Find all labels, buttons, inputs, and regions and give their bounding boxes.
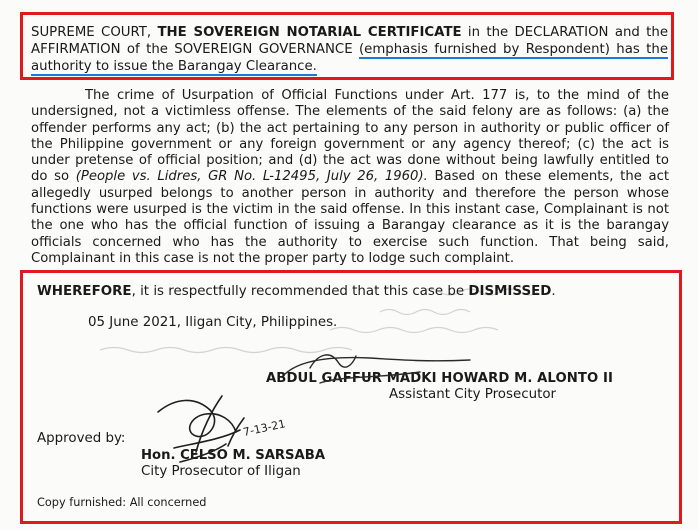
body-paragraph bbox=[31, 88, 669, 267]
underlined-emphasis: (emphasis furnished by Respondent) has the authority to issue the Barangay Clearance. bbox=[31, 42, 669, 74]
body-text-part-1: The crime of Usurpation of Official Functions under Art. 177 is, to the mind of the undersigned, not a victimless offense. The elements of the said felony are as follows: (a) the offender performs any act; (b) the act pertaining to any person in authority or public officer of the Philippine government or any foreign government or any agency thereof; (c) the act is under pretense of official position; and (d) the act was done without being lawfully entitled to do so bbox=[31, 88, 669, 185]
highlighted-paragraph bbox=[31, 24, 668, 75]
signature-date: 7-13-21 bbox=[241, 417, 287, 439]
body-text-part-2: Based on these elements, the act allegedly usurped belongs to another person in authority and therefore the person whose functions were usurped is the victim in the said offense. In this instant case, Complainant is not the one who has the official function of issuing a Barangay clearance as it is the barangay officials concerned who has the authority to exercise such function. That being said, Complainant in this case is not the proper party to lodge such complaint. bbox=[31, 169, 670, 266]
case-citation: (People vs. Lidres, GR No. L-12495, July 26, 1960). bbox=[75, 169, 428, 185]
approved-by-label: Approved by: bbox=[37, 431, 126, 446]
city-prosecutor-name: Hon. CELSO M. SARSABA bbox=[141, 448, 326, 463]
prosecutor-name: ABDUL GAFFUR MADKI HOWARD M. ALONTO II bbox=[266, 371, 614, 386]
text-supreme-court: SUPREME COURT, bbox=[31, 25, 158, 40]
wherefore-clause bbox=[37, 283, 657, 300]
text-declaration: in the DECLARATION and the AFFIRMATION of the SOVEREIGN GOVERNANCE bbox=[31, 25, 668, 57]
city-prosecutor-title: City Prosecutor of Iligan bbox=[141, 464, 301, 479]
prosecutor-title: Assistant City Prosecutor bbox=[389, 387, 557, 402]
dismissed-word: DISMISSED bbox=[468, 284, 552, 299]
text-notarial-certificate: THE SOVEREIGN NOTARIAL CERTIFICATE bbox=[157, 25, 462, 40]
highlight-box-bottom bbox=[20, 270, 682, 524]
wherefore-lead: WHEREFORE bbox=[37, 284, 132, 299]
wherefore-end: . bbox=[551, 284, 556, 299]
date-place-line: 05 June 2021, Iligan City, Philippines. bbox=[88, 315, 338, 330]
wherefore-middle: , it is respectfully recommended that this case be bbox=[131, 284, 469, 299]
copy-furnished: Copy furnished: All concerned bbox=[37, 496, 207, 509]
